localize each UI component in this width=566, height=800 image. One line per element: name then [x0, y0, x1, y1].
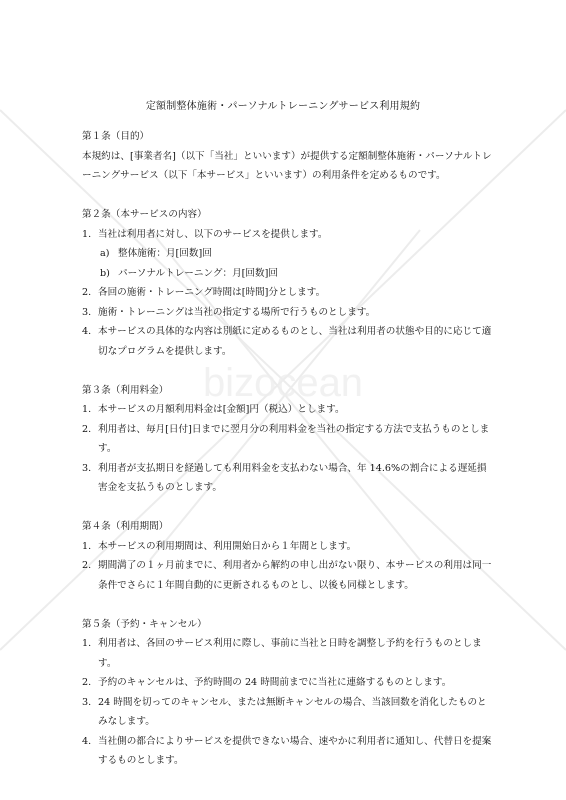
clause-item-number: 2.: [82, 560, 92, 571]
clause-item: [82, 225, 492, 245]
section-2: [82, 205, 492, 361]
clause-item: [82, 303, 492, 323]
document-body: [82, 127, 492, 790]
clause-item: [82, 459, 492, 498]
clause-item-text: 当社側の都合によりサービスを提供できない場合、速やかに利用者に通知し、代替日を提案するものとします。: [98, 735, 492, 766]
clause-item: [82, 420, 492, 459]
watermark-text: bizocean: [202, 361, 364, 405]
section-paragraph: 本規約は、[事業者名]（以下「当社」といいます）が提供する定額制整体施術・パーソナルトレーニングサービス（以下「本サービス」といいます）の利用条件を定めるものです。: [82, 150, 492, 181]
clause-item-number: 1.: [82, 540, 92, 552]
clause-item-number: 3.: [82, 306, 92, 318]
document-title: 定額制整体施術・パーソナルトレーニングサービス利用規約: [145, 101, 421, 112]
clause-item-text: 施術・トレーニングは当社の指定する場所で行うものとします。: [98, 306, 376, 318]
section-heading: 第１条（目的）: [82, 131, 150, 142]
clause-item-number: 1.: [82, 638, 92, 649]
clause-item-number: 2.: [82, 677, 92, 688]
clause-item-number: 4.: [82, 326, 92, 337]
clause-item-text: 利用者は、各回のサービス利用に際し、事前に当社と日時を調整し予約を行うものとします。: [98, 638, 482, 669]
clause-item-text: 期間満了の１ヶ月前までに、利用者から解約の申し出がない限り、本サービスの利用は同一条件でさらに１年間自動的に更新されるものとし、以後も同様とします。: [98, 560, 492, 591]
clause-item-number: 2.: [82, 423, 92, 435]
section-1: [82, 127, 492, 186]
clause-item: [82, 693, 492, 732]
clause-item: [82, 634, 492, 673]
clause-subitem-text: パーソナルトレーニング：月[回数]回: [118, 267, 278, 279]
clause-item-text: 本サービスの具体的な内容は別紙に定めるものとし、当社は利用者の状態や目的に応じて適切なプログラムを提供します。: [98, 326, 492, 357]
clause-item-number: 1.: [82, 228, 92, 240]
clause-item-text: 各回の施術・トレーニング時間は[時間]分とします。: [98, 287, 326, 298]
clause-item-text: 予約のキャンセルは、予約時間の 24 時間前までに当社に連絡するものとします。: [98, 677, 452, 688]
section-3: [82, 381, 492, 498]
clause-subitem-number: b): [100, 267, 110, 279]
clause-subitem-number: a): [100, 248, 110, 259]
clause-item: [82, 400, 492, 420]
clause-item-number: 1.: [82, 404, 92, 415]
clause-item-number: 4.: [82, 735, 92, 747]
clause-subitem: [82, 244, 492, 264]
clause-subitem-text: 整体施術：月[回数]回: [118, 248, 212, 259]
clause-item-text: 利用者が支払期日を経過しても利用料金を支払わない場合、年 14.6%の割合による遅延損害金を支払うものとします。: [98, 462, 487, 493]
clause-item-text: 利用者は、毎月[日付]日までに翌月分の利用料金を当社の指定する方法で支払うものとします。: [98, 423, 490, 454]
clause-item-text: 当社は利用者に対し、以下のサービスを提供します。: [98, 228, 328, 240]
clause-item: [82, 283, 492, 303]
clause-item: [82, 732, 492, 771]
section-heading: 第５条（予約・キャンセル）: [82, 618, 207, 630]
clause-item-number: 2.: [82, 287, 92, 298]
clause-item: [82, 556, 492, 595]
clause-item-number: 3.: [82, 696, 92, 708]
section-heading: 第２条（本サービスの内容）: [82, 209, 207, 220]
clause-subitem: [82, 264, 492, 284]
section-4: [82, 517, 492, 595]
section-heading: 第４条（利用期間）: [82, 521, 169, 532]
clause-item-text: 本サービスの利用期間は、利用開始日から１年間とします。: [98, 540, 357, 552]
clause-item-text: 24 時間を切ってのキャンセル、または無断キャンセルの場合、当該回数を消化したものとみなします。: [98, 696, 487, 727]
clause-item-text: 本サービスの月額利用料金は[金額]円（税込）とします。: [98, 404, 345, 415]
clause-item: [82, 537, 492, 557]
clause-item-number: 3.: [82, 462, 92, 474]
section-5: [82, 615, 492, 771]
clause-item: [82, 322, 492, 361]
section-heading: 第３条（利用料金）: [82, 384, 169, 396]
clause-item: [82, 673, 492, 693]
